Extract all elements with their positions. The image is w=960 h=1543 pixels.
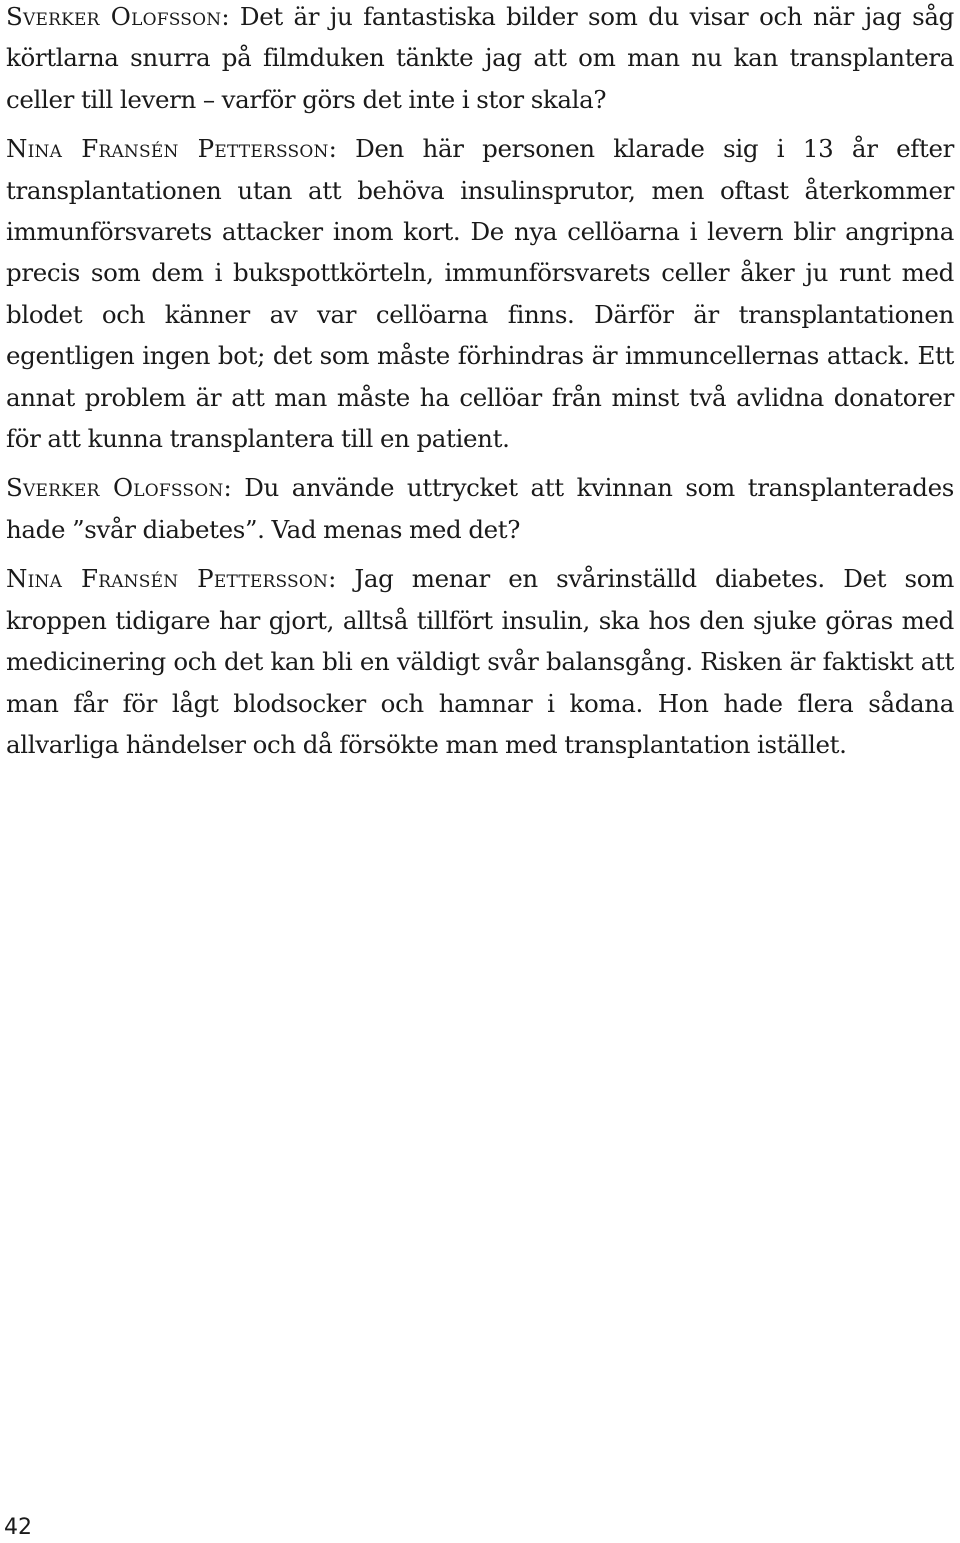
speaker-name: Sverker Olofsson: [6, 2, 222, 31]
paragraph-text: Jag menar en svårinställd diabetes. Det som kroppen tidigare har gjort, alltså tillfört insulin, ska hos den sjuke göras med medicinering och det kan bli en väldigt svår balansgång. Risken är faktiskt att man får för lågt blodsocker och hamnar i koma. Hon hade flera sådana allvarliga händelser och då försökte man med transplantation istället.: [6, 564, 955, 759]
dialogue-paragraph-4: [6, 558, 954, 765]
page-body: [6, 0, 954, 773]
dialogue-paragraph-3: [6, 467, 954, 550]
paragraph-text: Du använde uttrycket att kvinnan som transplanterades hade ”svår diabetes”. Vad menas med det?: [6, 473, 954, 544]
speaker-name: Nina Fransén Pettersson: [6, 134, 329, 164]
speaker-separator: :: [328, 564, 355, 594]
paragraph-text: Den här personen klarade sig i 13 år efter transplantationen utan att behöva insulinsprutor, men oftast återkommer immunförsvarets attacker inom kort. De nya cellöarna i levern blir angripna precis som dem i bukspottkörteln, immunförsvarets celler åker ju runt med blodet och känner av var cellöarna finns. Därför är transplantationen egentligen ingen bot; det som måste förhindras är immuncellernas attack. Ett annat problem är att man måste ha cellöar från minst två avlidna donatorer för att kunna transplantera till en patient.: [6, 134, 955, 454]
speaker-separator: :: [328, 134, 356, 164]
speaker-name: Sverker Olofsson: [6, 473, 224, 503]
speaker-name: Nina Fransén Pettersson: [6, 564, 329, 594]
dialogue-paragraph-2: [6, 128, 954, 459]
paragraph-text: Det är ju fantastiska bilder som du visar och när jag såg körtlarna snurra på filmduken tänkte jag att om man nu kan transplantera celler till levern – varför görs det inte i stor skala?: [6, 2, 954, 114]
speaker-separator: :: [221, 2, 240, 31]
dialogue-paragraph-1: [6, 0, 954, 120]
page-number: 42: [4, 1515, 32, 1540]
speaker-separator: :: [223, 473, 245, 503]
